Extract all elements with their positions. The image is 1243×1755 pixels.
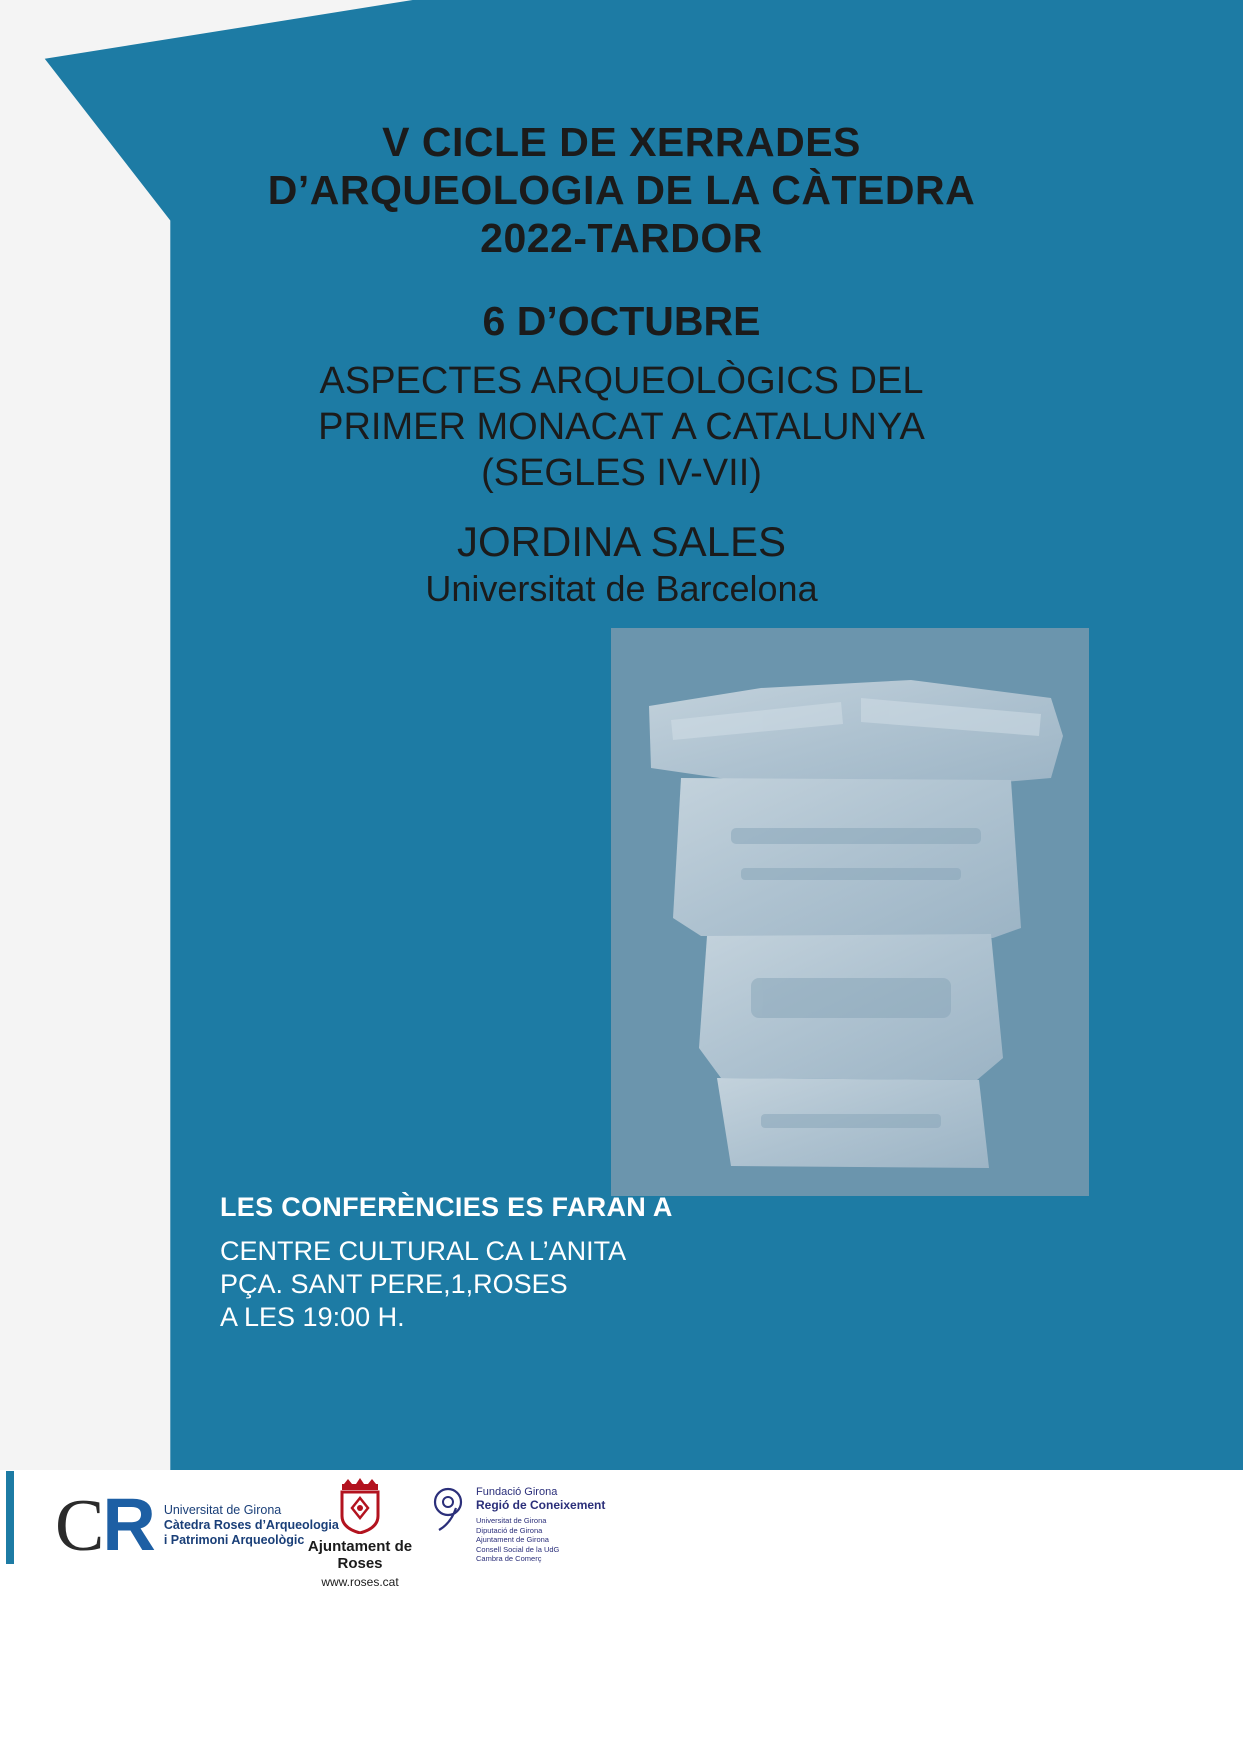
talk-title-line-2: PRIMER MONACAT A CATALUNYA [318, 406, 925, 448]
venue-line-1: CENTRE CULTURAL CA L’ANITA [220, 1236, 627, 1266]
catedra-line-3: i Patrimoni Arqueològic [163, 1533, 305, 1547]
footer-accent-bar [6, 1471, 14, 1564]
venue-line-2: PÇA. SANT PERE,1,ROSES [220, 1269, 568, 1299]
title-line-2: D’ARQUEOLOGIA DE LA CÀTEDRA [267, 167, 976, 213]
venue-line-3: A LES 19:00 H. [220, 1302, 405, 1332]
catedra-line-2: Càtedra Roses d’Arqueologia [163, 1518, 339, 1532]
fundacio-partner-3: Ajuntament de Girona [476, 1535, 549, 1544]
fundacio-partner-2: Diputació de Girona [476, 1525, 543, 1535]
footer-logos [0, 1470, 1243, 1755]
talk-title-line-3: (SEGLES IV-VII) [481, 452, 762, 494]
logo-ajuntament-roses [285, 1478, 435, 1589]
archaeological-capital-photo [611, 628, 1089, 1196]
catedra-line-1: Universitat de Girona [163, 1503, 282, 1517]
talk-title-line-1: ASPECTES ARQUEOLÒGICS DEL [319, 360, 924, 402]
title-line-1: V CICLE DE XERRADES [382, 119, 861, 165]
fundacio-line-2: Regió de Coneixement [476, 1498, 606, 1512]
fundacio-partner-5: Cambra de Comerç [476, 1554, 542, 1563]
speaker-affiliation: Universitat de Barcelona [425, 568, 818, 609]
event-date: 6 D’OCTUBRE [482, 298, 761, 344]
cr-monogram-icon: CR [55, 1483, 154, 1567]
capital-illustration [611, 628, 1089, 1196]
fundacio-partner-1: Universitat de Girona [476, 1516, 547, 1525]
venue-heading: LES CONFERÈNCIES ES FARAN A [220, 1192, 673, 1222]
roses-name: Ajuntament de Roses [307, 1538, 413, 1572]
fundacio-partner-4: Consell Social de la UdG [476, 1544, 560, 1554]
fundacio-girona-mark-icon [430, 1486, 470, 1532]
speaker-name: JORDINA SALES [456, 518, 787, 565]
fundacio-line-1: Fundació Girona [476, 1486, 558, 1498]
roses-shield-icon [334, 1478, 386, 1534]
title-line-3: 2022-TARDOR [480, 215, 763, 261]
roses-url[interactable]: www.roses.cat [321, 1575, 399, 1589]
fundacio-text [476, 1486, 605, 1564]
talk-title [0, 358, 1243, 496]
venue-block [220, 1192, 673, 1334]
logo-fundacio-girona [430, 1486, 605, 1564]
poster-title [0, 118, 1243, 262]
